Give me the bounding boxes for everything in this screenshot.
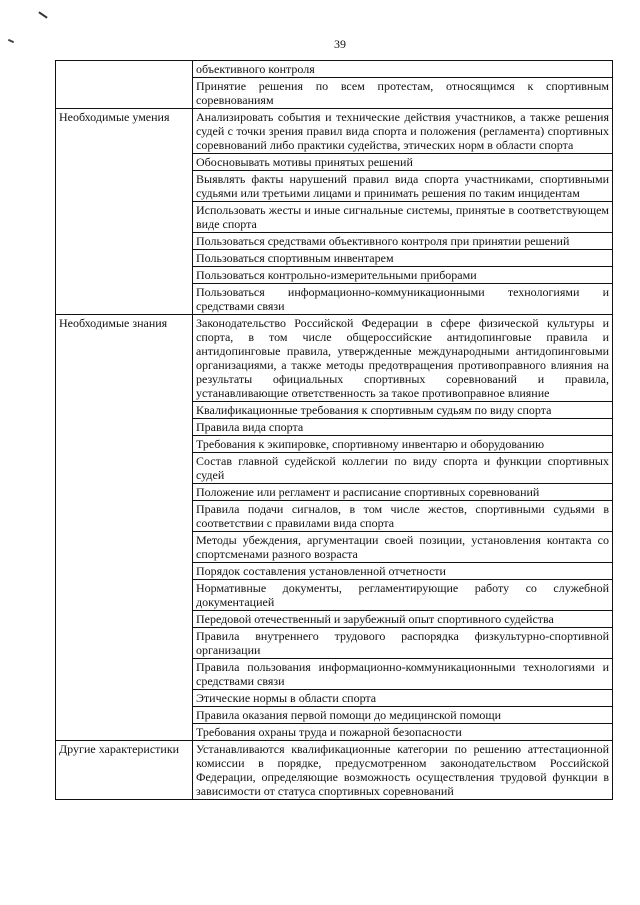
table-cell: Положение или регламент и расписание спортивных соревнований <box>193 484 613 501</box>
table-cell: Порядок составления установленной отчетности <box>193 563 613 580</box>
table-cell: Обосновывать мотивы принятых решений <box>193 154 613 171</box>
table-cell: Состав главной судейской коллегии по виду спорта и функции спортивных судей <box>193 453 613 484</box>
table-cell: объективного контроля <box>193 61 613 78</box>
table-cell: Пользоваться контрольно-измерительными приборами <box>193 267 613 284</box>
table-cell: Принятие решения по всем протестам, относящимся к спортивным соревнованиям <box>193 78 613 109</box>
table-cell: Правила вида спорта <box>193 419 613 436</box>
scan-mark <box>38 11 47 18</box>
table-cell: Пользоваться спортивным инвентарем <box>193 250 613 267</box>
table-row <box>56 741 613 800</box>
table-cell: Пользоваться информационно-коммуникационными технологиями и средствами связи <box>193 284 613 315</box>
table-cell: Этические нормы в области спорта <box>193 690 613 707</box>
table-cell: Методы убеждения, аргументации своей позиции, установления контакта со спортсменами разного возраста <box>193 532 613 563</box>
table-cell: Использовать жесты и иные сигнальные системы, принятые в соответствующем виде спорта <box>193 202 613 233</box>
table-cell: Законодательство Российской Федерации в сфере физической культуры и спорта, в том числе общероссийские антидопинговые правила и антидопинговые правила, утвержденные международными антидопинговыми организациями, а также методы предотвращения противоправного влияния на результаты официальных спортивных соревнований и правила, устанавливающие ответственность за такое противоправное влияние <box>193 315 613 402</box>
table-cell: Нормативные документы, регламентирующие работу со служебной документацией <box>193 580 613 611</box>
row-label: Другие характеристики <box>56 741 193 800</box>
table-cell: Анализировать события и технические действия участников, а также решения судей с точки зрения правил вида спорта и положения (регламента) спортивных соревнований либо практики судейства, этических норм в области спорта <box>193 109 613 154</box>
table-cell: Правила оказания первой помощи до медицинской помощи <box>193 707 613 724</box>
table-cell: Устанавливаются квалификационные категории по решению аттестационной комиссии в порядке, предусмотренном законодательством Российской Федерации, определяющие возможность осуществления трудовой функции в зависимости от статуса спортивных соревнований <box>193 741 613 800</box>
page-number: 39 <box>334 37 346 51</box>
row-label: Необходимые умения <box>56 109 193 315</box>
table-cell: Передовой отечественный и зарубежный опыт спортивного судейства <box>193 611 613 628</box>
table-cell: Требования охраны труда и пожарной безопасности <box>193 724 613 741</box>
table-cell: Пользоваться средствами объективного контроля при принятии решений <box>193 233 613 250</box>
table-row <box>56 61 613 78</box>
table-row <box>56 315 613 402</box>
row-label <box>56 61 193 109</box>
table-cell: Правила пользования информационно-коммуникационными технологиями и средствами связи <box>193 659 613 690</box>
table-cell: Требования к экипировке, спортивному инвентарю и оборудованию <box>193 436 613 453</box>
table-cell: Правила внутреннего трудового распорядка физкультурно-спортивной организации <box>193 628 613 659</box>
table-cell: Квалификационные требования к спортивным судьям по виду спорта <box>193 402 613 419</box>
table-cell: Правила подачи сигналов, в том числе жестов, спортивными судьями в соответствии с правилами вида спорта <box>193 501 613 532</box>
table-cell: Выявлять факты нарушений правил вида спорта участниками, спортивными судьями или третьими лицами и принимать решения по таким инцидентам <box>193 171 613 202</box>
table-row <box>56 109 613 154</box>
row-label: Необходимые знания <box>56 315 193 741</box>
requirements-table <box>55 60 613 800</box>
